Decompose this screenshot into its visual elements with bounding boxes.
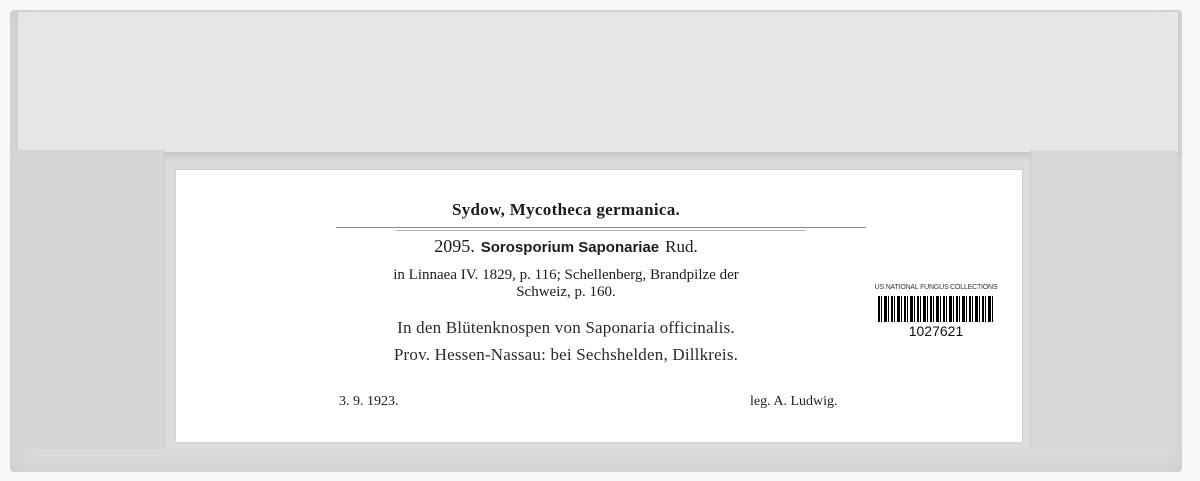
barcode-bars xyxy=(878,296,994,322)
locality-line: Prov. Hessen-Nassau: bei Sechshelden, Dillkreis. xyxy=(393,345,739,364)
host-line: In den Blütenknospen von Saponaria officinalis. xyxy=(397,318,735,337)
species-author: Rud. xyxy=(665,237,698,256)
barcode-sticker xyxy=(866,280,1006,346)
envelope-left-fold xyxy=(14,150,165,450)
barcode-number: 1027621 xyxy=(908,323,964,339)
reference-line-2: Schweiz, p. 160. xyxy=(516,284,616,300)
collector: leg. A. Ludwig. xyxy=(750,394,838,409)
species-line xyxy=(176,236,956,257)
collection-date: 3. 9. 1923. xyxy=(339,394,399,409)
exsiccata-number: 2095. xyxy=(434,236,475,256)
species-name: Sorosporium Saponariae xyxy=(480,239,660,256)
collection-title: Sydow, Mycotheca germanica. xyxy=(451,200,681,219)
reference-line-1: in Linnaea IV. 1829, p. 116; Schellenberg, Brandpilze der xyxy=(393,267,739,283)
title-divider xyxy=(336,227,866,228)
envelope-flap xyxy=(18,12,1178,154)
envelope-right-fold xyxy=(1030,150,1177,450)
barcode-header: US NATIONAL FUNGUS COLLECTIONS xyxy=(874,284,998,291)
